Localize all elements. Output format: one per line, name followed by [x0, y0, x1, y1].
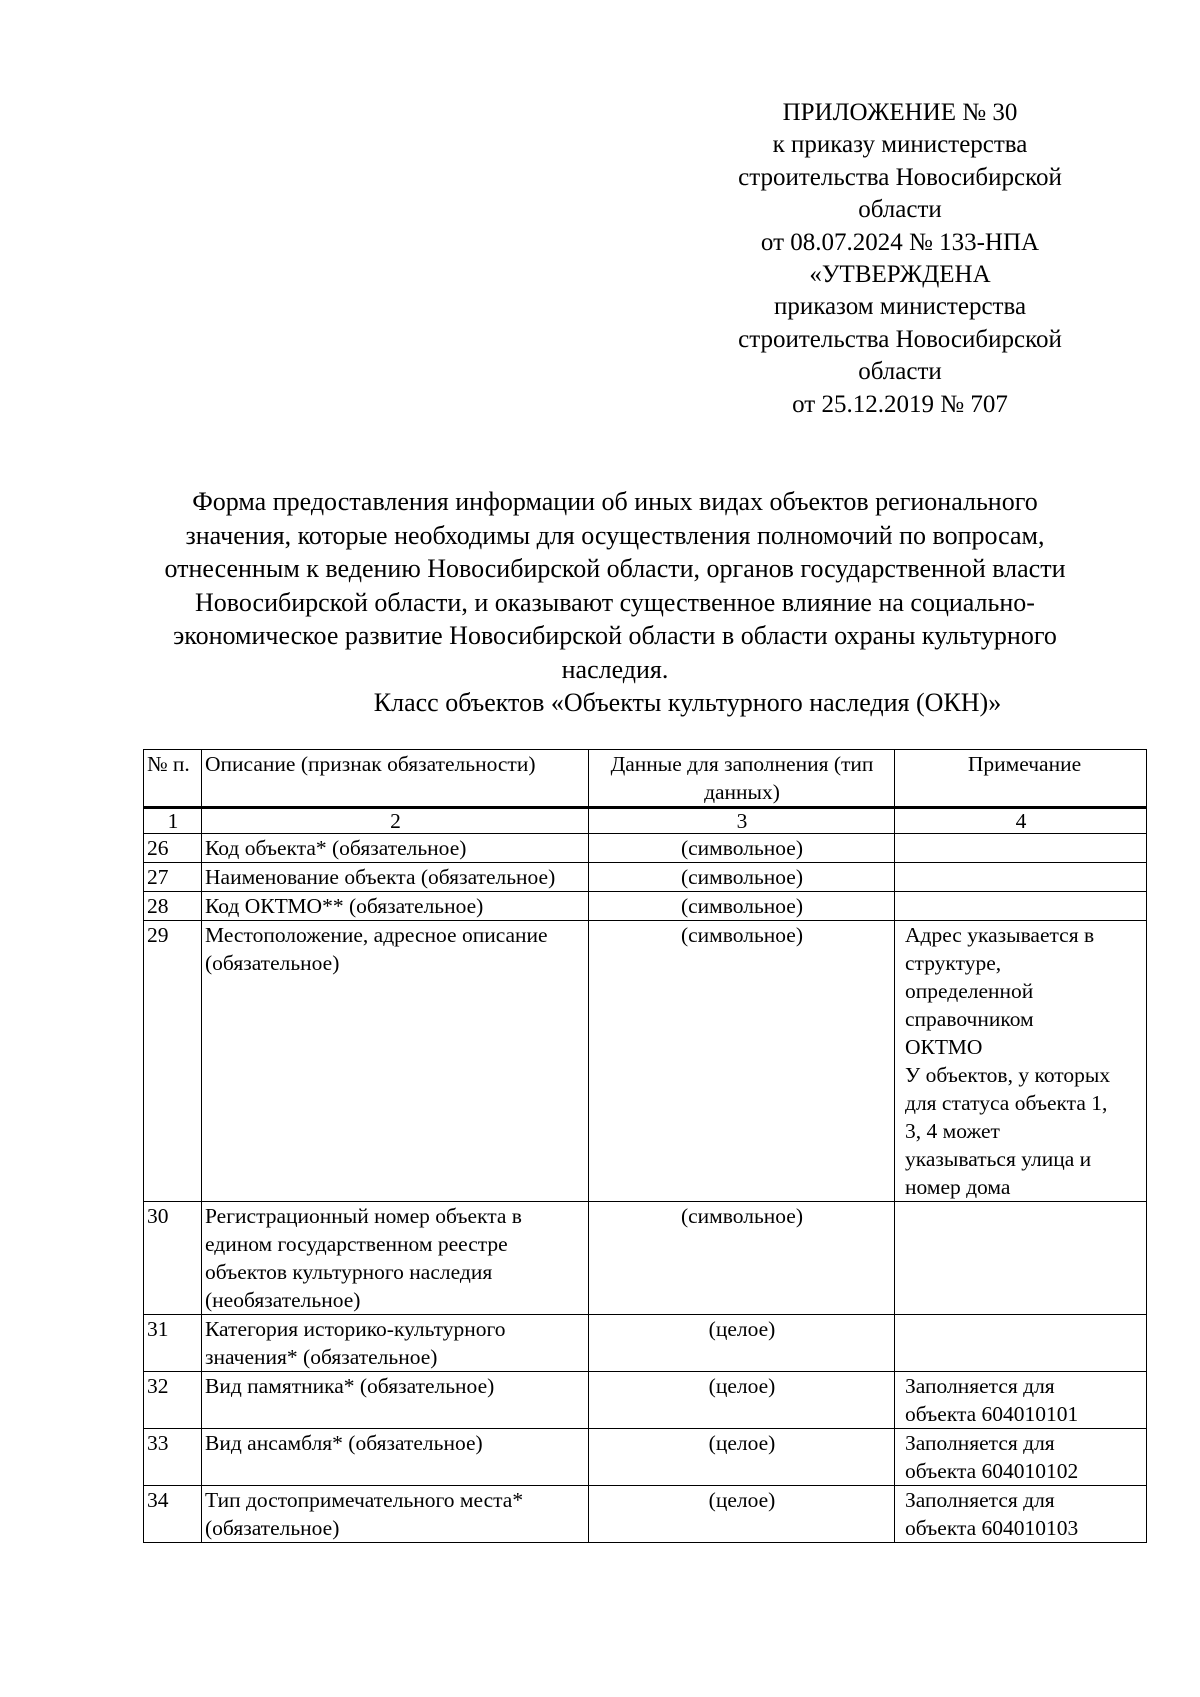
- appendix-line: от 08.07.2024 № 133-НПА: [760, 228, 1040, 256]
- row-description: Код ОКТМО** (обязательное): [202, 892, 589, 921]
- title-line: экономическое развитие Новосибирской области в области охраны культурного: [173, 621, 1057, 650]
- row-note: [895, 863, 1147, 892]
- row-data-type: (символьное): [589, 892, 895, 921]
- table-row: [144, 1315, 1147, 1372]
- row-number: 26: [144, 834, 202, 863]
- column-number: 4: [895, 808, 1147, 834]
- note-line: справочником: [905, 1007, 1034, 1031]
- row-number: 30: [144, 1202, 202, 1315]
- column-number: 3: [589, 808, 895, 834]
- note-line: Заполняется для: [905, 1374, 1055, 1398]
- row-number: 32: [144, 1372, 202, 1429]
- note-line: ОКТМО: [905, 1035, 983, 1059]
- note-line: номер дома: [905, 1175, 1011, 1199]
- appendix-line: строительства Новосибирской: [738, 325, 1062, 353]
- note-line: Адрес указывается в: [905, 923, 1095, 947]
- note-line: У объектов, у которых: [905, 1063, 1111, 1087]
- appendix-line: строительства Новосибирской: [738, 163, 1062, 191]
- row-data-type: (символьное): [589, 863, 895, 892]
- row-number: 33: [144, 1429, 202, 1486]
- row-number: 34: [144, 1486, 202, 1543]
- appendix-header: [720, 97, 1080, 421]
- appendix-line: «УТВЕРЖДЕНА: [809, 261, 991, 289]
- class-title-line: Класс объектов «Объекты культурного наследия (ОКН)»: [373, 688, 1002, 717]
- appendix-line: от 25.12.2019 № 707: [792, 390, 1008, 418]
- appendix-line: области: [858, 358, 942, 386]
- row-note: [895, 921, 1147, 1202]
- note-line: указываться улица и: [905, 1147, 1092, 1171]
- column-number: 1: [144, 808, 202, 834]
- appendix-line: приказом министерства: [773, 293, 1027, 321]
- row-note: [895, 1372, 1147, 1429]
- table-header-row: [144, 750, 1147, 808]
- row-data-type: (символьное): [589, 1202, 895, 1315]
- note-line: объекта 604010103: [905, 1516, 1079, 1540]
- note-line: объекта 604010101: [905, 1402, 1079, 1426]
- title-line: значения, которые необходимы для осуществления полномочий по вопросам,: [185, 520, 1045, 550]
- row-data-type: (символьное): [589, 834, 895, 863]
- row-data-type: (целое): [589, 1315, 895, 1372]
- table-row: [144, 1429, 1147, 1486]
- row-data-type: (символьное): [589, 921, 895, 1202]
- table-row: [144, 834, 1147, 863]
- appendix-line: области: [858, 196, 942, 224]
- row-note: [895, 834, 1147, 863]
- row-data-type: (целое): [589, 1429, 895, 1486]
- appendix-line: ПРИЛОЖЕНИЕ № 30: [782, 99, 1018, 126]
- header-note: Примечание: [895, 750, 1147, 808]
- note-line: 3, 4 может: [905, 1119, 1000, 1143]
- data-form-table: [143, 749, 1147, 1543]
- column-numbers-row: [144, 808, 1147, 834]
- note-line: структуре,: [905, 951, 1002, 975]
- note-line: Заполняется для: [905, 1431, 1055, 1455]
- row-description: Код объекта* (обязательное): [202, 834, 589, 863]
- row-data-type: (целое): [589, 1486, 895, 1543]
- column-number: 2: [202, 808, 589, 834]
- table-row: [144, 1486, 1147, 1543]
- row-note: [895, 1429, 1147, 1486]
- header-number: № п.: [144, 750, 202, 808]
- header-description: Описание (признак обязательности): [202, 750, 589, 808]
- row-number: 27: [144, 863, 202, 892]
- row-description: Категория историко-культурного значения* (обязательное): [202, 1315, 589, 1372]
- title-line: Форма предоставления информации об иных видах объектов регионального: [192, 487, 1038, 516]
- row-description: Вид памятника* (обязательное): [202, 1372, 589, 1429]
- table-row: [144, 1372, 1147, 1429]
- note-line: определенной: [905, 979, 1034, 1003]
- row-note: [895, 1202, 1147, 1315]
- row-description: Тип достопримечательного места* (обязательное): [202, 1486, 589, 1543]
- row-note: [895, 1486, 1147, 1543]
- row-number: 29: [144, 921, 202, 1202]
- title-line: наследия.: [561, 654, 669, 684]
- row-number: 31: [144, 1315, 202, 1372]
- header-data-type: Данные для заполнения (тип данных): [589, 750, 895, 808]
- row-note: [895, 1315, 1147, 1372]
- table-row: [144, 892, 1147, 921]
- row-description: Местоположение, адресное описание (обязательное): [202, 921, 589, 1202]
- row-note: [895, 892, 1147, 921]
- appendix-line: к приказу министерства: [772, 131, 1028, 159]
- row-description: Наименование объекта (обязательное): [202, 863, 589, 892]
- table-row: [144, 1202, 1147, 1315]
- table-row: [144, 921, 1147, 1202]
- row-description: Вид ансамбля* (обязательное): [202, 1429, 589, 1486]
- note-line: объекта 604010102: [905, 1459, 1079, 1483]
- table-row: [144, 863, 1147, 892]
- row-number: 28: [144, 892, 202, 921]
- form-title: [120, 485, 1110, 720]
- row-data-type: (целое): [589, 1372, 895, 1429]
- table-body: [144, 834, 1147, 1543]
- title-line: Новосибирской области, и оказывают существенное влияние на социально-: [195, 587, 1035, 617]
- note-line: Заполняется для: [905, 1488, 1055, 1512]
- row-description: Регистрационный номер объекта в едином государственном реестре объектов культурного наследия (необязательное): [202, 1202, 589, 1315]
- title-line: отнесенным к ведению Новосибирской области, органов государственной власти: [164, 554, 1066, 583]
- note-line: для статуса объекта 1,: [905, 1091, 1108, 1115]
